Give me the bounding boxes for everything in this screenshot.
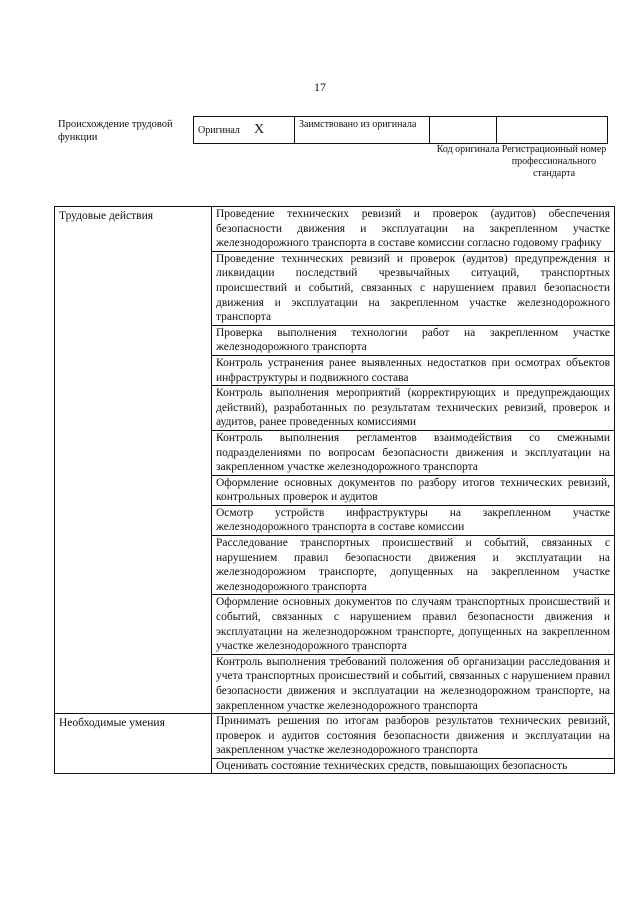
list-item: Контроль устранения ранее выявленных недостатков при осмотрах объектов инфраструктуры и подвижного состава xyxy=(212,355,615,385)
reg-number-cell xyxy=(497,117,608,144)
section-title: Необходимые умения xyxy=(55,714,212,774)
section-title: Трудовые действия xyxy=(55,207,212,714)
list-item xyxy=(212,758,615,773)
code-cell xyxy=(430,117,497,144)
list-item: Оформление основных документов по разбору итогов технических ревизий, контрольных проверок и аудитов xyxy=(212,475,615,505)
original-mark: X xyxy=(254,122,265,137)
list-item: Осмотр устройств инфраструктуры на закрепленном участке железнодорожного транспорта в составе комиссии xyxy=(212,505,615,535)
table-row xyxy=(55,207,615,252)
original-cell xyxy=(194,117,295,144)
code-caption: Код оригинала xyxy=(436,144,500,155)
borrowed-cell xyxy=(295,117,430,144)
list-item: Проверка выполнения технологии работ на закрепленном участке железнодорожного транспорта xyxy=(212,325,615,355)
list-item: Контроль выполнения требований положения об организации расследования и учета транспортных происшествий и событий, связанных с нарушением правил безопасности движения и эксплуатации на железнодорожном транспорте, на закрепленном участке железнодорожного транспорта xyxy=(212,654,615,713)
original-label: Оригинал xyxy=(198,125,240,136)
borrowed-label: Заимствовано из оригинала xyxy=(299,119,417,130)
list-item: Оформление основных документов по случаям транспортных происшествий и событий, связанных с нарушением правил безопасности движения и эксплуатации на железнодорожном транспорте, допущенных на закрепленном участке железнодорожного транспорта xyxy=(212,595,615,654)
list-item: Проведение технических ревизий и проверок (аудитов) обеспечения безопасности движения и эксплуатации на закрепленном участке железнодорожного транспорта в составе комиссии согласно годовому графику xyxy=(212,207,615,252)
list-item: Принимать решения по итогам разборов результатов технических ревизий, проверок и аудитов состояния безопасности движения и эксплуатации на закрепленном участке железнодорожного транспорта xyxy=(212,714,615,759)
page-number: 17 xyxy=(314,80,326,94)
list-item: Проведение технических ревизий и проверок (аудитов) предупреждения и ликвидации последствий чрезвычайных ситуаций, транспортных происшествий и событий, связанных с нарушением правил безопасности движения и эксплуатации на закрепленном участке железнодорожного транспорта xyxy=(212,251,615,325)
origin-table xyxy=(193,116,608,144)
labor-function-table xyxy=(54,206,615,774)
list-item: Расследование транспортных происшествий и событий, связанных с нарушением правил безопасности движения и эксплуатации на железнодорожном транспорте, допущенных на закрепленном участке железнодорожного транспорта xyxy=(212,536,615,595)
list-item: Контроль выполнения мероприятий (корректирующих и предупреждающих действий), разработанных по результатам технических ревизий, проверок и аудитов, ранее проведенных комиссиями xyxy=(212,386,615,431)
origin-label: Происхождение трудовой функции xyxy=(58,119,173,143)
reg-number-caption: Регистрационный номер профессионального стандарта xyxy=(501,144,607,179)
list-item: Контроль выполнения регламентов взаимодействия со смежными подразделениями по вопросам безопасности движения и эксплуатации на закрепленном участке железнодорожного транспорта xyxy=(212,430,615,475)
table-row xyxy=(55,714,615,759)
list-item-text: Оценивать состояние технических средств, повышающих безопасность xyxy=(216,759,568,772)
